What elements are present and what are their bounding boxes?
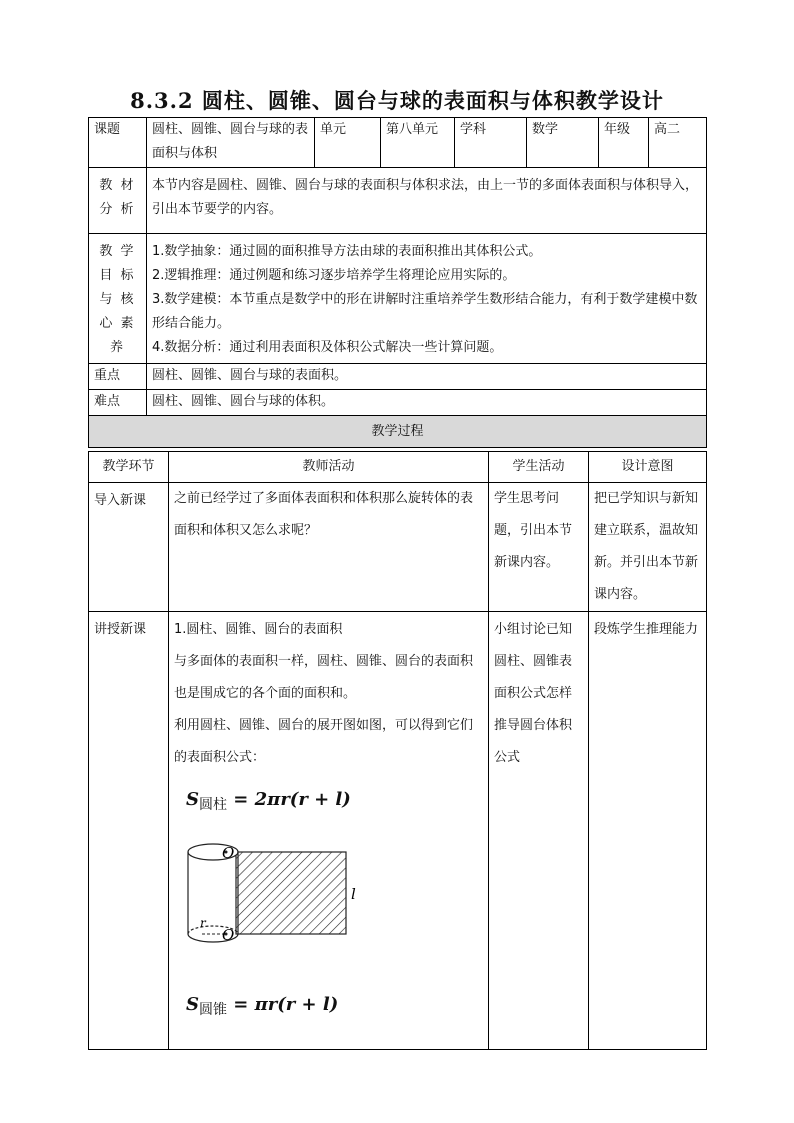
intro-intent: 把已学知识与新知建立联系，温故知新。并引出本节新课内容。 [589,483,707,612]
col-intent: 设计意图 [589,452,707,483]
cylinder-net-figure [186,839,366,949]
teacher-line: 1.圆柱、圆锥、圆台的表面积 [174,622,343,637]
key-point-row [89,364,707,390]
intro-teacher: 之前已经学过了多面体表面积和体积那么旋转体的表面积和体积又怎么求呢？ [169,483,489,612]
lateral-rectangle [236,852,346,934]
col-teacher: 教师活动 [169,452,489,483]
header-row [89,118,707,168]
cone-surface-formula: $S_{圆锥} = \pi r(r + l)$ [186,994,339,1018]
cylinder-surface-formula: $S_{圆柱} = 2\pi r(r + l)$ [186,789,351,813]
col-stage: 教学环节 [89,452,169,483]
subject-label: 学科 [455,118,527,168]
col-student: 学生活动 [489,452,589,483]
grade-value: 高二 [649,118,707,168]
key-point-label: 重点 [89,364,147,390]
goals-label: 教 学 目 标 与 核 心 素 养 [89,234,147,364]
teacher-line: 与多面体的表面积一样，圆柱、圆锥、圆台的表面积也是围成它的各个面的面积和。 [174,654,474,701]
intro-student: 学生思考问题，引出本节新课内容。 [489,483,589,612]
goal-item: 3.数学建模：本节重点是数学中的形在讲解时注重培养学生数形结合能力，有利于数学建模中数形结合能力。 [152,292,698,331]
goals-list [147,234,707,364]
new-student: 小组讨论已知圆柱、圆锥表面积公式怎样推导圆台体积公式 [489,612,589,1050]
analysis-row [89,168,707,234]
goal-item: 1.数学抽象：通过圆的面积推导方法由球的表面积推出其体积公式。 [152,244,542,259]
goals-row [89,234,707,364]
unit-label: 单元 [315,118,381,168]
document-title: 8.3.2 圆柱、圆锥、圆台与球的表面积与体积教学设计 [130,88,664,113]
lesson-plan-table [88,117,707,448]
new-teacher [169,612,489,1050]
difficulty-text: 圆柱、圆锥、圆台与球的体积。 [147,390,707,416]
intro-row [89,483,707,612]
new-lesson-row [89,612,707,1050]
intro-stage: 导入新课 [89,483,169,612]
analysis-label: 教 材 分 析 [89,168,147,234]
label-o-top: O [222,844,235,862]
topic-value: 圆柱、圆锥、圆台与球的表面积与体积 [147,118,315,168]
difficulty-row [89,390,707,416]
analysis-text: 本节内容是圆柱、圆锥、圆台与球的表面积与体积求法，由上一节的多面体表面积与体积导入，引出本节要学的内容。 [147,168,707,234]
new-intent: 段炼学生推理能力 [589,612,707,1050]
process-table [88,451,707,1050]
process-heading: 教学过程 [89,416,707,448]
label-l: l [351,885,356,903]
label-o-bottom: O [222,926,235,944]
goal-item: 2.逻辑推理：通过例题和练习逐步培养学生将理论应用实际的。 [152,268,516,283]
goal-item: 4.数据分析：通过利用表面积及体积公式解决一些计算问题。 [152,340,503,355]
process-columns-row [89,452,707,483]
unit-value: 第八单元 [381,118,455,168]
new-stage: 讲授新课 [89,612,169,1050]
subject-value: 数学 [527,118,599,168]
process-heading-row [89,416,707,448]
key-point-text: 圆柱、圆锥、圆台与球的表面积。 [147,364,707,390]
teacher-line: 利用圆柱、圆锥、圆台的展开图如图，可以得到它们的表面积公式： [174,718,474,765]
label-r: r [200,916,206,930]
grade-label: 年级 [599,118,649,168]
difficulty-label: 难点 [89,390,147,416]
topic-label: 课题 [89,118,147,168]
